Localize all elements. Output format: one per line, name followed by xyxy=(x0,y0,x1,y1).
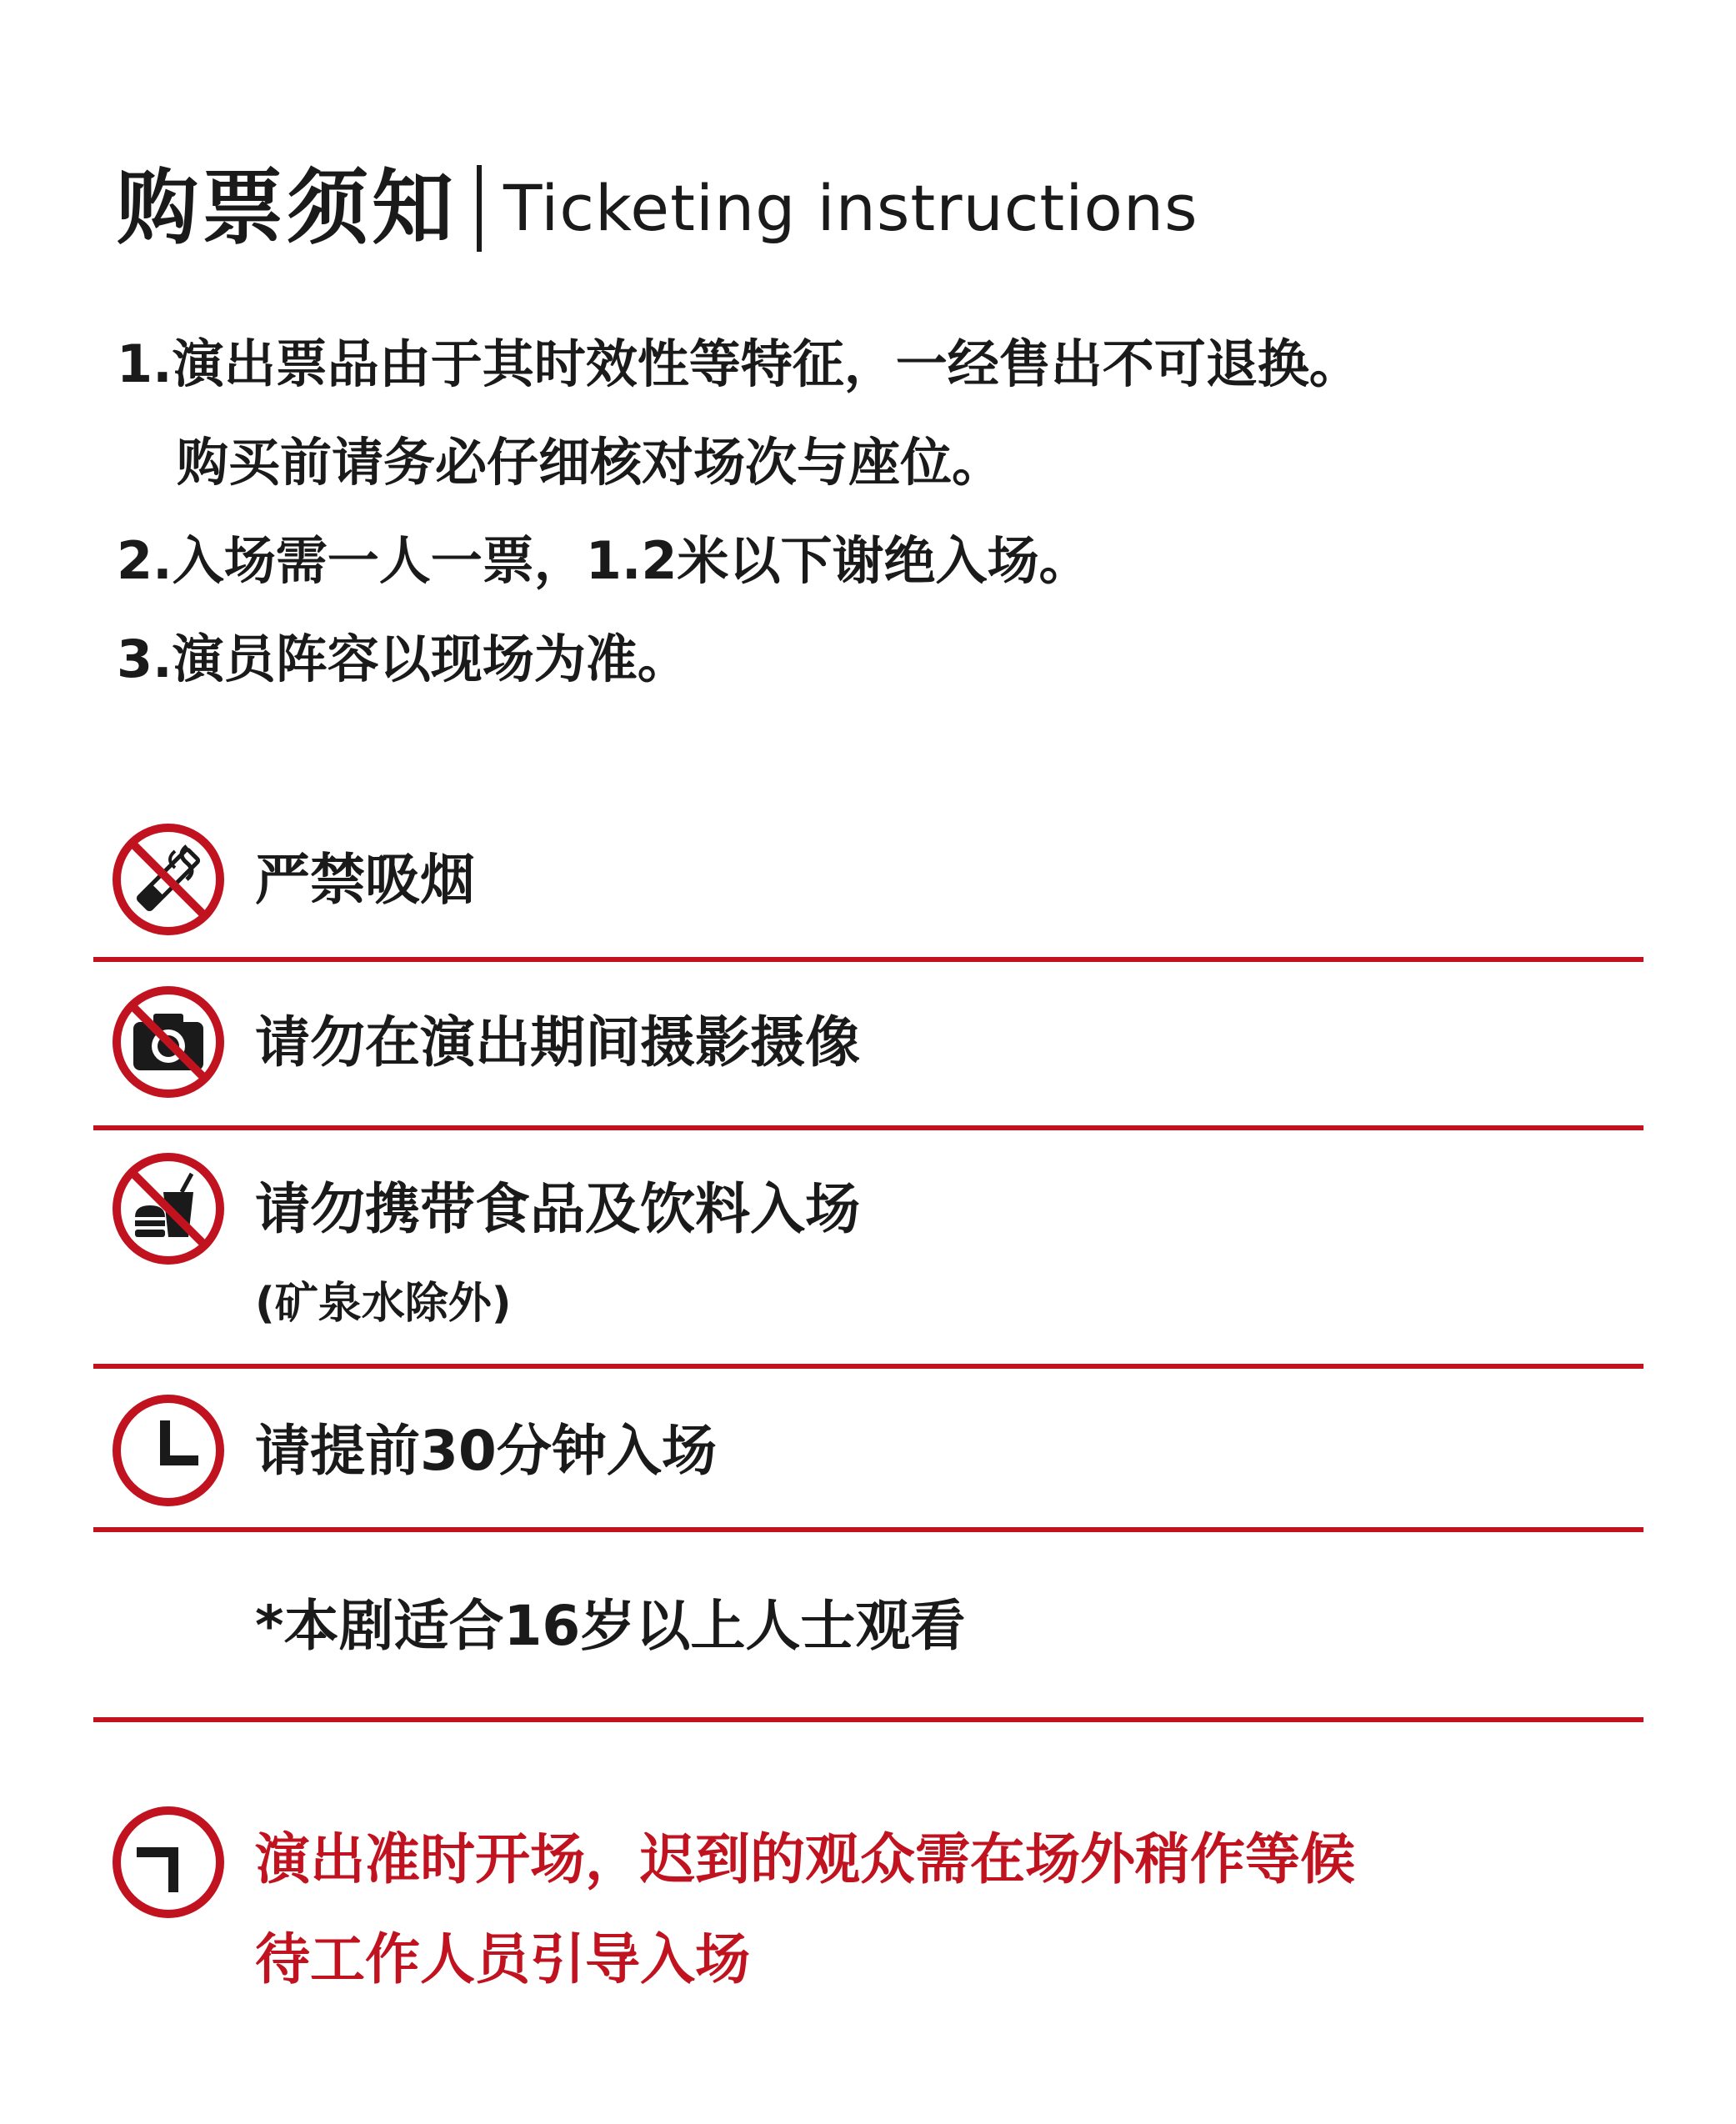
notice-no-food xyxy=(93,1142,1660,1367)
notice-text: 请勿在演出期间摄影摄像 xyxy=(255,1010,860,1075)
notice-late-arrival xyxy=(93,1784,1660,2001)
notice-age-limit xyxy=(93,1559,1660,1709)
divider xyxy=(93,957,1643,962)
page-title: 购票须知 xyxy=(117,161,458,256)
notice-text: 请提前30分钟入场 xyxy=(255,1419,717,1483)
divider xyxy=(93,1527,1643,1532)
notice-text: 严禁吸烟 xyxy=(255,848,475,912)
page-subtitle: Ticketing instructions xyxy=(503,171,1198,245)
notice-text: *本剧适合16岁以上人士观看 xyxy=(255,1594,966,1658)
no-food-drink-icon xyxy=(110,1150,227,1267)
notice-arrive-early xyxy=(93,1384,1660,1534)
page-header xyxy=(117,158,1198,258)
divider xyxy=(93,1364,1643,1369)
notice-no-photo xyxy=(93,975,1660,1125)
no-camera-icon xyxy=(110,984,227,1100)
notice-subtext: (矿泉水除外) xyxy=(255,1279,512,1329)
rule-1: 1.演出票品由于其时效性等特征，一经售出不可退换。 xyxy=(117,333,1361,394)
late-clock-icon xyxy=(110,1804,227,1921)
ticket-rules xyxy=(117,315,1650,709)
notice-no-smoking xyxy=(93,813,1660,963)
divider xyxy=(93,1125,1643,1130)
no-smoking-icon xyxy=(110,821,227,938)
rule-1-continued: 购买前请务必仔细核对场次与座位。 xyxy=(177,432,1004,493)
title-divider xyxy=(477,165,482,252)
late-notice-line-1: 演出准时开场，迟到的观众需在场外稍作等候 xyxy=(255,1827,1355,1891)
clock-icon xyxy=(110,1392,227,1509)
rule-2: 2.入场需一人一票，1.2米以下谢绝入场。 xyxy=(117,530,1091,591)
late-notice-line-2: 待工作人员引导入场 xyxy=(255,1927,750,1991)
rule-3: 3.演员阵容以现场为准。 xyxy=(117,629,689,689)
divider xyxy=(93,1717,1643,1722)
notice-text: 请勿携带食品及饮料入场 xyxy=(255,1177,860,1241)
